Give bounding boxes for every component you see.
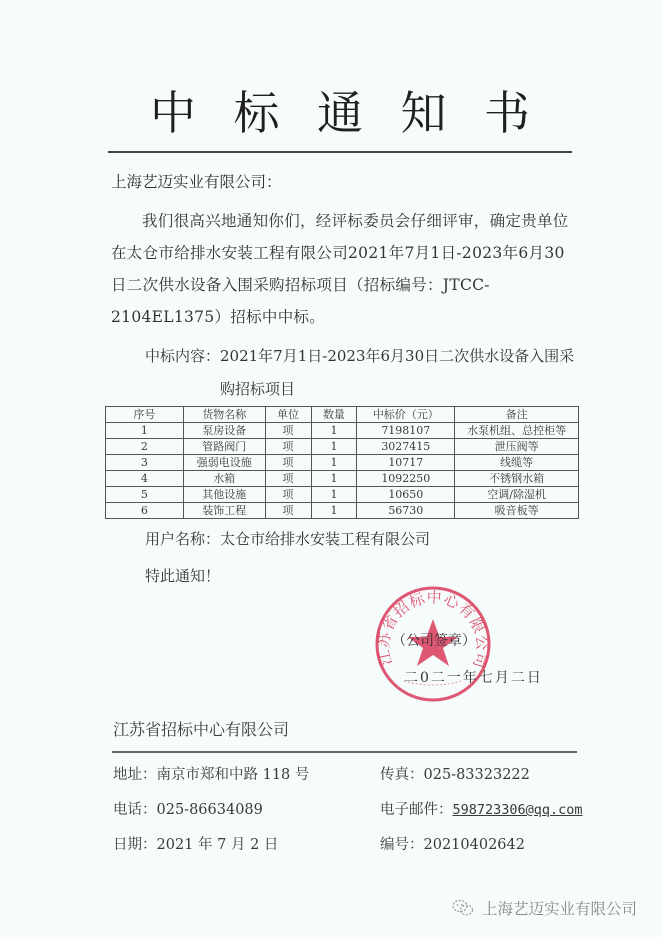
cell-price: 10650: [357, 487, 455, 503]
email-label: 电子邮件：: [380, 802, 453, 818]
table-row: [106, 423, 579, 439]
signature-date: 二0二一年七月二日: [404, 670, 543, 686]
col-header-price: 中标价（元）: [357, 407, 455, 423]
cell-price: 10717: [357, 455, 455, 471]
cell-unit: 项: [265, 423, 311, 439]
signature-label: （公司签章）: [392, 633, 476, 649]
table-header-row: [106, 407, 579, 423]
footer-email: [380, 798, 583, 819]
col-header-item: 货物名称: [183, 407, 265, 423]
cell-remark: 水泵机组、总控柜等: [455, 423, 579, 439]
table-row: [106, 503, 579, 519]
cell-unit: 项: [265, 439, 311, 455]
col-header-unit: 单位: [265, 407, 311, 423]
col-header-qty: 数量: [311, 407, 357, 423]
user-name: 用户名称：太仓市给排水安装工程有限公司: [145, 530, 431, 548]
award-content: 中标内容：2021年7月1日-2023年6月30日二次供水设备入围采: [145, 347, 575, 365]
cell-item: 管路阀门: [183, 439, 265, 455]
table-row: [106, 455, 579, 471]
title-char: 通: [317, 86, 363, 140]
cell-unit: 项: [265, 503, 311, 519]
footer-phone: 电话：025-86634089: [113, 802, 263, 818]
cell-qty: 1: [311, 503, 357, 519]
issuer-name: 江苏省招标中心有限公司: [113, 720, 290, 739]
body-paragraph: 我们很高兴地通知你们，经评标委员会仔细评审，确定贵单位在太仓市给排水安装工程有限公司2021年7月1日-2023年6月30日二次供水设备入围采购招标项目（招标编号：JTCC-2104EL1375）招标中中标。: [111, 212, 569, 326]
footer-address: 地址：南京市郑和中路 118 号: [113, 767, 310, 783]
closing-line: 特此通知！: [145, 567, 221, 585]
cell-qty: 1: [311, 439, 357, 455]
table-row: [106, 487, 579, 503]
award-items-table: [105, 406, 579, 519]
cell-item: 装饰工程: [183, 503, 265, 519]
cell-price: 7198107: [357, 423, 455, 439]
cell-item: 泵房设备: [183, 423, 265, 439]
cell-remark: 空调/除湿机: [455, 487, 579, 503]
cell-index: 5: [106, 487, 184, 503]
cell-remark: 线缆等: [455, 455, 579, 471]
cell-index: 2: [106, 439, 184, 455]
cell-index: 3: [106, 455, 184, 471]
recipient: 上海艺迈实业有限公司：: [111, 173, 282, 191]
seal-text: 江苏省招标中心有限公司: [374, 588, 492, 672]
cell-qty: 1: [311, 423, 357, 439]
title-char: 标: [233, 86, 280, 140]
col-header-index: 序号: [106, 407, 184, 423]
cell-item: 水箱: [183, 471, 265, 487]
page-title: [150, 86, 530, 140]
wechat-icon: [452, 899, 474, 917]
title-char: 书: [484, 86, 530, 140]
cell-qty: 1: [311, 455, 357, 471]
cell-remark: 不锈钢水箱: [455, 471, 579, 487]
cell-qty: 1: [311, 471, 357, 487]
cell-unit: 项: [265, 455, 311, 471]
table-row: [106, 471, 579, 487]
cell-unit: 项: [265, 487, 311, 503]
cell-item: 其他设施: [183, 487, 265, 503]
award-content-continued: 购招标项目: [220, 380, 296, 398]
title-char: 中: [150, 86, 196, 140]
footer-fax: 传真：025-83323222: [380, 767, 530, 783]
cell-price: 3027415: [357, 439, 455, 455]
title-divider: [108, 151, 572, 153]
footer-date: 日期：2021 年 7 月 2 日: [113, 837, 279, 853]
title-char: 知: [400, 86, 447, 140]
watermark-text: 上海艺迈实业有限公司: [482, 900, 638, 918]
table-row: [106, 439, 579, 455]
cell-remark: 吸音板等: [455, 503, 579, 519]
cell-unit: 项: [265, 471, 311, 487]
email-link[interactable]: 598723306@qq.com: [452, 802, 583, 818]
cell-item: 强弱电设施: [183, 455, 265, 471]
cell-price: 1092250: [357, 471, 455, 487]
cell-price: 56730: [357, 503, 455, 519]
cell-remark: 泄压阀等: [455, 439, 579, 455]
wechat-watermark: [452, 897, 637, 919]
cell-index: 6: [106, 503, 184, 519]
cell-qty: 1: [311, 487, 357, 503]
cell-index: 1: [106, 423, 184, 439]
footer-divider: [112, 751, 577, 753]
col-header-remark: 备注: [455, 407, 579, 423]
footer-number: 编号：20210402642: [380, 837, 525, 853]
cell-index: 4: [106, 471, 184, 487]
